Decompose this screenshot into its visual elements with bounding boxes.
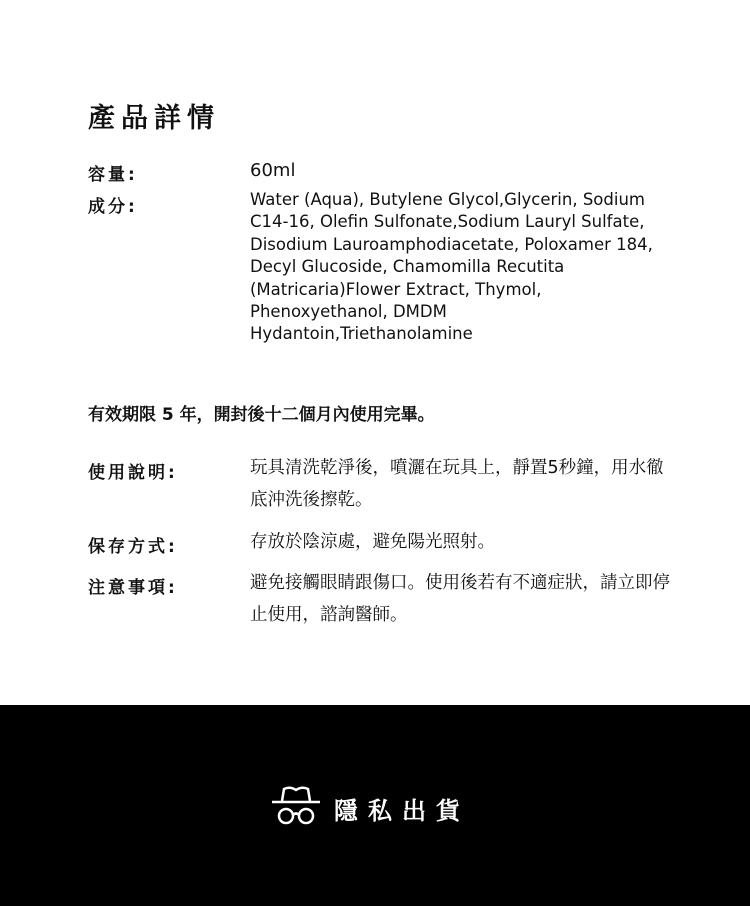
incognito-hat-glasses-icon (270, 783, 322, 833)
shelf-life-note: 有效期限 5 年，開封後十二個月內使用完畢。 (88, 405, 435, 425)
discreet-shipping-badge (270, 783, 470, 833)
discreet-shipping-text: 隱私出貨 (334, 796, 470, 825)
storage-value: 存放於陰涼處，避免陽光照射。 (250, 532, 495, 552)
ingredients-value: Water (Aqua), Butylene Glycol,Glycerin, Sodium C14-16, Olefin Sulfonate,Sodium Lauryl Sulfate, Disodium Lauroamphodiacetate, Poloxamer 184, Decyl Glucoside, Chamomilla Recutita (Matricaria)Flower Extract, Thymol, Phenoxyethanol, DMDM Hydantoin,Triethanolamine (250, 190, 653, 344)
usage-value: 玩具清洗乾淨後，噴灑在玩具上，靜置5秒鐘，用水徹底沖洗後擦乾。 (250, 458, 664, 510)
capacity-value: 60ml (250, 160, 296, 181)
caution-label: 注意事項: (88, 578, 178, 598)
capacity-label: 容量: (88, 165, 138, 185)
caution-value: 避免接觸眼睛跟傷口。使用後若有不適症狀，請立即停止使用，諮詢醫師。 (250, 573, 670, 625)
page-title: 產品詳情 (88, 103, 220, 134)
usage-label: 使用說明: (88, 463, 178, 483)
storage-label: 保存方式: (88, 537, 178, 557)
ingredients-label: 成分: (88, 197, 138, 217)
